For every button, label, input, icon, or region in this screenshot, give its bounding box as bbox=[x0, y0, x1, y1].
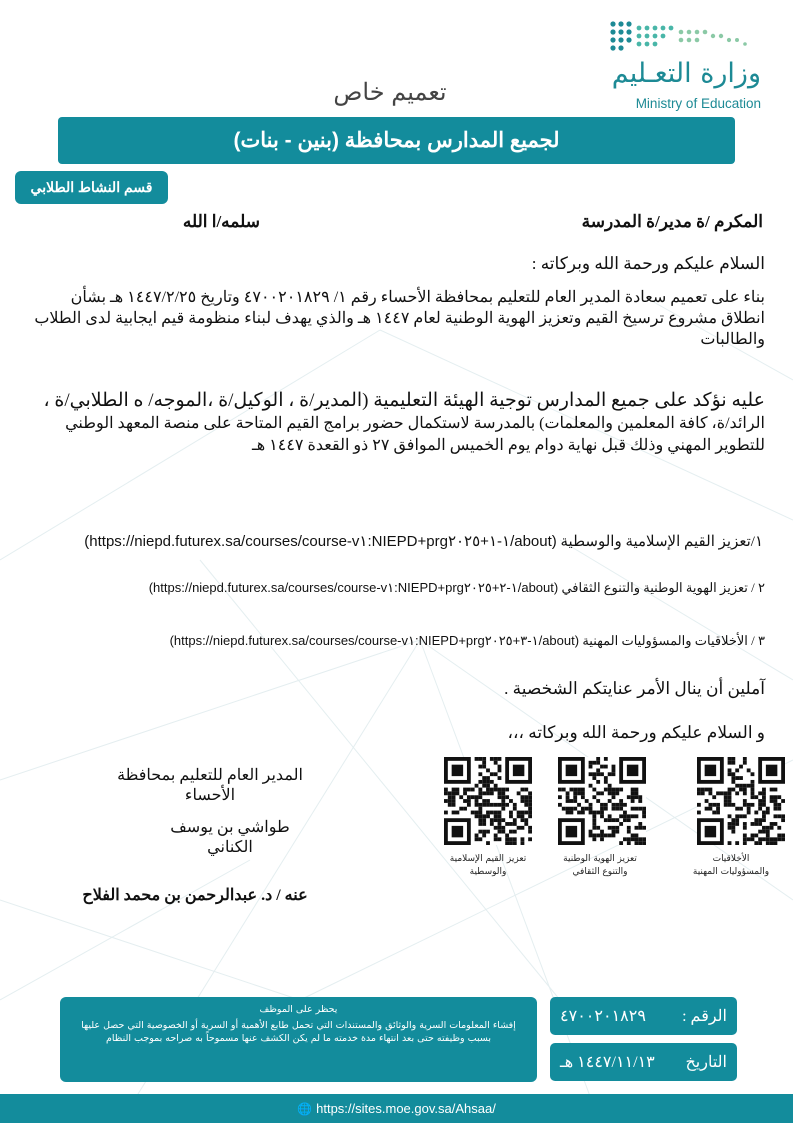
recipients-banner: لجميع المدارس بمحافظة (بنين - بنات) bbox=[58, 117, 735, 164]
reference-value: ٤٧٠٠٢٠١٨٢٩ bbox=[560, 1008, 646, 1025]
circular-type: تعميم خاص bbox=[333, 79, 447, 106]
notice-text: إفشاء المعلومات السرية والوثائق والمستندات التي تحمل طابع الأهمية أو السرية أو الخصوصية التي حصل عليها بسبب وظيفته حتى بعد انتهاء مدة خدمته ما لم يكن الكشف عنها مسموحاً به صراحه بموجب النظام bbox=[81, 1020, 516, 1044]
closing-wish: آملين أن ينال الأمر عنايتكم الشخصية . bbox=[504, 679, 765, 698]
date-box bbox=[550, 1043, 737, 1081]
qr-caption-ethics bbox=[671, 853, 791, 879]
course-link-1-label: ١/تعزيز القيم الإسلامية والوسطية bbox=[560, 534, 763, 550]
course-link-1-url[interactable]: (https://niepd.futurex.sa/courses/course-v١:NIEPD+prg١-١+٢٠٢٥/about) bbox=[84, 533, 557, 550]
qr-code-ethics[interactable] bbox=[695, 757, 787, 845]
course-link-3[interactable] bbox=[5, 633, 765, 649]
date-value: ١٤٤٧/١١/١٣ هـ bbox=[560, 1054, 655, 1071]
signatory-name: طواشي بن يوسف الكناني bbox=[170, 819, 290, 856]
reference-number-box bbox=[550, 997, 737, 1035]
course-link-2[interactable] bbox=[5, 580, 765, 596]
course-link-1[interactable] bbox=[3, 532, 763, 551]
qr-caption-line: تعزيز الهوية الوطنية bbox=[563, 854, 637, 864]
globe-icon: 🌐 bbox=[297, 1101, 313, 1116]
paragraph-instructions-rest: الرائد/ة، كافة المعلمين والمعلمات) بالمدرسة لاستكمال حضور برامج القيم المتاحة على منصة المعهد الوطني للتطوير المهني وذلك قبل نهاية دوام يوم الخميس الموافق ٢٧ ذو القعدة ١٤٤٧ هـ bbox=[65, 415, 765, 454]
qr-caption-line: والتنوع الثقافي bbox=[572, 867, 628, 877]
course-link-2-label: ٢ / تعزيز الهوية الوطنية والتنوع الثقافي bbox=[561, 580, 765, 595]
ministry-name-english: Ministry of Education bbox=[635, 96, 761, 111]
notice-title: يحظر على الموظف bbox=[259, 1004, 338, 1015]
addressee-line: المكرم /ة مدير/ة المدرسة bbox=[581, 212, 763, 231]
qr-code-national-identity[interactable] bbox=[556, 757, 648, 845]
course-link-3-label: ٣ / الأخلاقيات والمسؤوليات المهنية bbox=[582, 633, 765, 648]
salutation-title: سلمه/ا الله bbox=[182, 212, 260, 231]
closing-greeting: و السلام عليكم ورحمة الله وبركاته ،،، bbox=[507, 723, 765, 742]
date-label: التاريخ bbox=[685, 1054, 727, 1071]
signatory-title: المدير العام للتعليم بمحافظة الأحساء bbox=[117, 767, 303, 804]
signatory-proxy: عنه / د. عبدالرحمن بن محمد الفلاح bbox=[82, 887, 308, 904]
qr-caption-line: والوسطية bbox=[469, 867, 507, 877]
qr-code-islamic-values[interactable] bbox=[442, 757, 534, 845]
qr-caption-national-identity bbox=[540, 853, 660, 879]
greeting: السلام عليكم ورحمة الله وبركاته : bbox=[531, 254, 765, 273]
course-link-2-url[interactable]: (https://niepd.futurex.sa/courses/course-v١:NIEPD+prg١-٢+٢٠٢٥/about) bbox=[148, 580, 559, 595]
footer-bar bbox=[0, 1094, 793, 1123]
confidentiality-notice bbox=[60, 997, 537, 1082]
qr-caption-line: والمسؤوليات المهنية bbox=[692, 867, 770, 877]
ministry-name-arabic: وزارة التعـليم bbox=[611, 58, 761, 89]
paragraph-instructions-lead: عليه نؤكد على جميع المدارس توجية الهيئة التعليمية (المدير/ة ، الوكيل/ة ،الموجه/ ه الطلابي/ة ، bbox=[43, 390, 765, 411]
footer-url[interactable]: https://sites.moe.gov.sa/Ahsaa/ bbox=[316, 1101, 496, 1116]
reference-label: الرقم : bbox=[682, 1008, 727, 1025]
qr-caption-line: الأخلاقيات bbox=[712, 854, 750, 864]
qr-caption-islamic-values bbox=[428, 853, 548, 879]
ministry-logo bbox=[611, 18, 761, 113]
paragraph-instructions bbox=[25, 390, 765, 457]
course-link-3-url[interactable]: (https://niepd.futurex.sa/courses/course-v١:NIEPD+prg١-٣+٢٠٢٥/about) bbox=[169, 633, 580, 648]
qr-caption-line: تعزيز القيم الإسلامية bbox=[449, 854, 527, 864]
logo-dots-icon bbox=[607, 18, 749, 56]
paragraph-reference: بناء على تعميم سعادة المدير العام للتعليم بمحافظة الأحساء رقم ١/ ٤٧٠٠٢٠١٨٢٩ وتاريخ ١٤٤٧/٢/٢٥ هـ بشأن انطلاق مشروع ترسيخ القيم وتعزيز الهوية الوطنية لعام ١٤٤٧ هـ والذي يهدف لبناء منظومة قيم ايجابية لدى الطلاب والطالبات bbox=[34, 289, 765, 348]
department-badge: قسم النشاط الطلابي bbox=[15, 171, 168, 204]
